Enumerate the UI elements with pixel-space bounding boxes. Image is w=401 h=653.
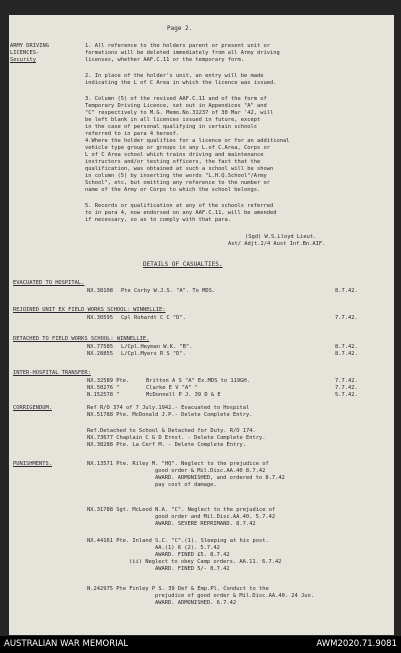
para-3-line-5: in the case of personal qualifying in certain schools bbox=[85, 124, 258, 130]
evacuated-row-number: NX.38108 bbox=[87, 288, 113, 294]
punishment-1-line-3: AWARD. ADMONISHED, and ordered to 8.7.42 bbox=[155, 475, 285, 481]
inter-hospital-row-1-date: 7.7.42. bbox=[335, 378, 358, 384]
detached-row-2-detail: L/Cpl.Myers R S "D". bbox=[121, 351, 186, 357]
signature-line-1: (Sgd) W.S.Lloyd Lieut. bbox=[245, 234, 317, 240]
punishment-1-line-1: NX.13571 Pte. Riley M. "HQ". Neglect to the prejudice of bbox=[87, 461, 269, 467]
punishment-3-line-1: NX.44161 Pte. Inland S.C. "C".(1). Sleeping at his post. bbox=[87, 538, 269, 544]
rejoined-row-number: NX.30595 bbox=[87, 315, 113, 321]
para-4-line-4: instructors and/or testing officers, the fact that the bbox=[85, 159, 261, 165]
para-1-line-2: formations will be deleted immediately from all Army driving bbox=[85, 50, 280, 56]
corrigendum-line-6: NX.38288 Pte. La Cerf M. - Delete Complete Entry. bbox=[87, 442, 247, 448]
document-page bbox=[9, 15, 394, 635]
corrigendum-line-2: NX.51788 Pte. McDonald J.P.- Delete Complete Entry. bbox=[87, 412, 253, 418]
para-4-line-6: in column (5) by inserting the words "L.H.Q.School"/Army bbox=[85, 173, 267, 179]
inter-hospital-row-2-date: 7.7.42. bbox=[335, 385, 358, 391]
punishment-1-line-4: pay cost of damage. bbox=[155, 482, 217, 488]
footer-right: AWM2020.71.9081 bbox=[316, 639, 397, 649]
punishment-4-line-2: prejudice of good order & Mil.Disc.AA.40. 24 Jun. bbox=[155, 593, 315, 599]
left-heading-2: LICENCES- bbox=[10, 50, 40, 56]
para-4-line-8: name of the Army or Corps to which the school belongs. bbox=[85, 187, 261, 193]
para-3-line-2: Temporary Driving Licence, set out in Appendices "A" and bbox=[85, 103, 267, 109]
punishment-1-line-2: good order & Mil.Disc.AA.40 8.7.42 bbox=[155, 468, 266, 474]
punishment-2-line-2: good order and Mil.Disc.AA.40. 5.7.42 bbox=[155, 514, 276, 520]
para-5-line-1: 5. Records or qualification at any of the schools referred bbox=[85, 203, 274, 209]
corrigendum-line-4: Ref.Detached to School & Detached for Duty. R/O 174. bbox=[87, 428, 256, 434]
corrigendum-label: CORRIGENDUM. bbox=[13, 405, 52, 411]
left-heading-1: ARMY DRIVING bbox=[10, 43, 49, 49]
punishment-4-line-1: N.242975 Pte Finley P S. 39 Def & Emp.Pl. Conduct to the bbox=[87, 586, 269, 592]
footer-bar bbox=[0, 636, 401, 653]
inter-hospital-row-1-number: NX.32589 Pte. bbox=[87, 378, 130, 384]
para-3-line-4: be left blank in all licences issued in future, except bbox=[85, 117, 261, 123]
para-3-line-6: referred to in para 4 hereof. bbox=[85, 131, 180, 137]
punishments-label: PUNISHMENTS. bbox=[13, 461, 52, 467]
detached-heading: DETACHED TO FIELD WORKS SCHOOL: WINNELLIE. bbox=[13, 336, 150, 342]
para-4-line-3: L of C Area school which trains driving and maintenance bbox=[85, 152, 264, 158]
evacuated-row-date: 8.7.42. bbox=[335, 288, 358, 294]
punishment-4-line-3: AWARD. ADMONISHED. 6.7.42 bbox=[155, 600, 237, 606]
para-5-line-3: if necessary, so as to comply with that para. bbox=[85, 217, 232, 223]
page-header: Page 2. bbox=[167, 25, 193, 32]
evacuated-heading: EVACUATED TO HOSPITAL. bbox=[13, 280, 85, 286]
detached-row-1-detail: L/Cpl.Heyman W.K. "B". bbox=[121, 344, 193, 350]
left-heading-3: Security bbox=[10, 57, 36, 63]
rejoined-row-detail: Cpl Rohardt C C "D". bbox=[121, 315, 186, 321]
para-5-line-2: to in para 4, now endorsed on any AAF.C.11, will be amended bbox=[85, 210, 277, 216]
inter-hospital-row-3-number: N.152578 " bbox=[87, 392, 120, 398]
signature-line-2: Ast/ Adjt.2/4 Aust Inf.Bn.AIF. bbox=[228, 241, 326, 247]
para-4-line-7: School", etc, but omitting any reference to the number or bbox=[85, 180, 270, 186]
punishment-3-line-3: AWARD. FINED £5. 8.7.42 bbox=[155, 552, 230, 558]
evacuated-row-detail: Pte Corby W.J.S. "A". To MDS. bbox=[121, 288, 216, 294]
inter-hospital-row-2-detail: Clarke E V "A" " bbox=[146, 385, 198, 391]
detached-row-2-number: NX.28855 bbox=[87, 351, 113, 357]
inter-hospital-heading: INTER-HOSPITAL TRANSFER: bbox=[13, 370, 91, 376]
casualties-title: DETAILS OF CASUALTIES. bbox=[143, 261, 223, 268]
inter-hospital-row-3-date: 5.7.42. bbox=[335, 392, 358, 398]
footer-left: AUSTRALIAN WAR MEMORIAL bbox=[4, 639, 129, 649]
punishment-3-line-5: AWARD. FINED 5/- 8.7.42 bbox=[155, 566, 230, 572]
inter-hospital-row-3-detail: McDonnell P J. 39 D & E bbox=[146, 392, 221, 398]
para-3-line-3: "C" respectively to M.G. Memo.No.31237 of 30 Mar '42, will bbox=[85, 110, 274, 116]
para-3-line-1: 3. Column (5) of the revised AAF.C.11 and of the form of bbox=[85, 96, 267, 102]
rejoined-heading: REJOINED UNIT EX FIELD WORKS SCHOOL: WINNELLIE: bbox=[13, 307, 166, 313]
corrigendum-line-1: Ref R/O 374 of 7 July.1942.- Evacuated to Hospital bbox=[87, 405, 250, 411]
detached-row-1-date: 8.7.42. bbox=[335, 344, 358, 350]
para-4-line-1: 4.Where the holder qualifies for a licence or for an additional bbox=[85, 138, 290, 144]
para-4-line-5: qualification, was obtained at such a school will be shown bbox=[85, 166, 274, 172]
detached-row-2-date: 8.7.42. bbox=[335, 351, 358, 357]
para-1-line-3: licenses, whether AAF.C.11 or the temporary form. bbox=[85, 57, 245, 63]
rejoined-row-date: 7.7.42. bbox=[335, 315, 358, 321]
para-4-line-2: vehicle type group or groups in any L.of C.Area, Corps or bbox=[85, 145, 270, 151]
corrigendum-line-5: NX.73677 Chaplain C G D Ernst. - Delete Complete Entry. bbox=[87, 435, 266, 441]
punishment-3-line-2: AA.(1) 6 (2). 5.7.42 bbox=[155, 545, 220, 551]
punishment-2-line-3: AWARD. SEVERE REPRIMAND. 8.7.42 bbox=[155, 521, 256, 527]
inter-hospital-row-1-detail: Britton A S "A" Ex.MDS to 119GH. bbox=[146, 378, 250, 384]
para-2-line-1: 2. In place of the holder's unit, an entry will be made bbox=[85, 73, 264, 79]
inter-hospital-row-2-number: NX.50276 " bbox=[87, 385, 120, 391]
detached-row-1-number: NX.77585 bbox=[87, 344, 113, 350]
punishment-2-line-1: NX.31788 Sgt. McLeod N.A. "C". Neglect to the prejudice of bbox=[87, 507, 276, 513]
para-1-line-1: 1. All reference to the holders parent or present unit or bbox=[85, 43, 270, 49]
punishment-3-line-4: (ii) Neglect to obey Camp orders. AA.11. 6.7.42 bbox=[129, 559, 282, 565]
para-2-line-2: indicating the L of C Area in which the licence was issued. bbox=[85, 80, 277, 86]
